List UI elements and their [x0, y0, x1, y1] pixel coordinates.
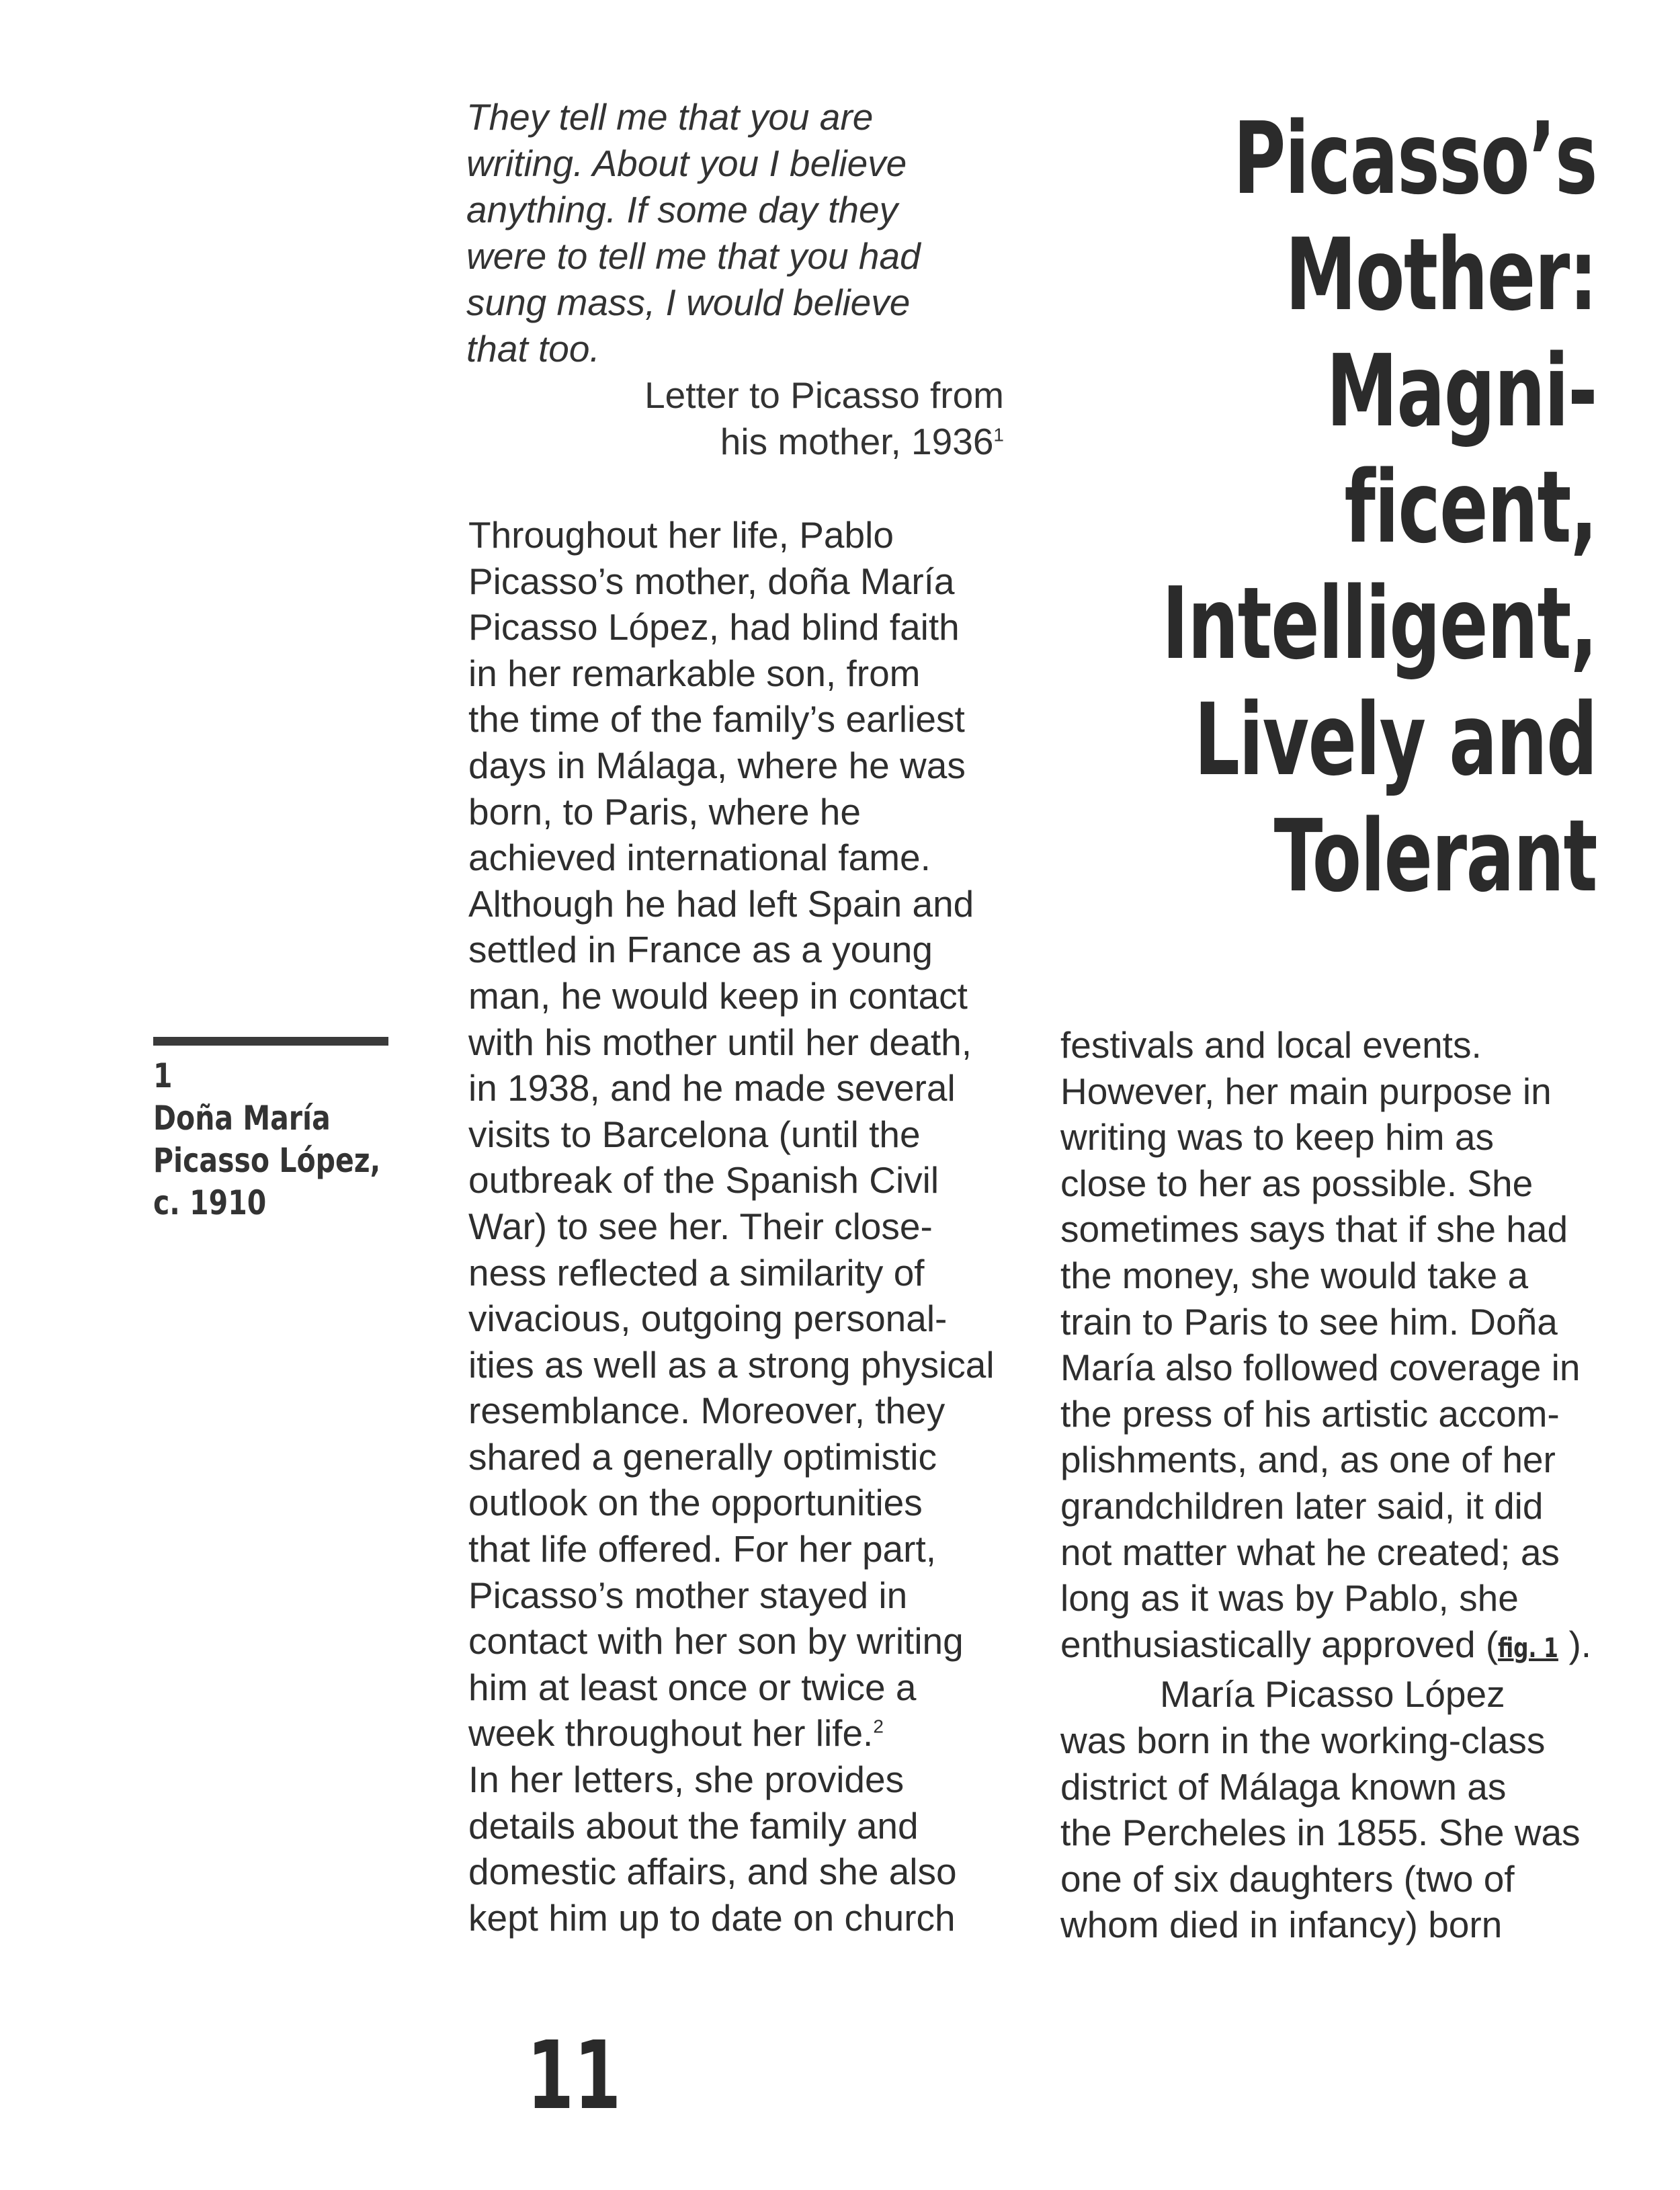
body-line: settled in France as a young: [468, 929, 933, 971]
body-line: Picasso López, had blind faith: [468, 606, 960, 648]
title-line: Intelligent,: [1162, 566, 1597, 681]
body-line: the time of the family’s earliest: [468, 698, 965, 741]
title-line: ficent,: [1344, 450, 1597, 565]
body-line: Although he had left Spain and: [468, 882, 974, 925]
body-line: whom died in infancy) born: [1060, 1904, 1503, 1946]
body-line: In her letters, she provides: [468, 1759, 905, 1801]
body-line: long as it was by Pablo, she: [1060, 1577, 1519, 1619]
body-line: festivals and local events.: [1060, 1024, 1482, 1066]
body-line: domestic affairs, and she also: [468, 1851, 957, 1893]
body-line: the press of his artistic accom-: [1060, 1392, 1560, 1435]
body-line: in 1938, and he made several: [468, 1067, 956, 1109]
figure-caption: [153, 1055, 384, 1224]
footnote-marker: 2: [873, 1716, 884, 1738]
body-line: María also followed coverage in: [1060, 1347, 1581, 1389]
body-line: born, to Paris, where he: [468, 790, 861, 833]
title-line: Tolerant: [1273, 798, 1597, 914]
body-line: ities as well as a strong physical: [468, 1343, 995, 1386]
body-line: in her remarkable son, from: [468, 652, 921, 694]
body-column-2: [1060, 1022, 1618, 1948]
epigraph-source-line: Letter to Picasso from: [644, 374, 1004, 416]
body-line: that life offered. For her part,: [468, 1528, 937, 1570]
page-number: 11: [527, 2021, 622, 2131]
body-line: [1060, 1622, 1618, 1672]
body-line: vivacious, outgoing personal-: [468, 1298, 948, 1340]
caption-number: 1: [153, 1056, 173, 1095]
caption-divider: [153, 1037, 388, 1046]
body-line: outlook on the opportunities: [468, 1482, 923, 1524]
footnote-marker: 1: [993, 424, 1004, 446]
body-text: ).: [1568, 1623, 1592, 1665]
epigraph-line: writing. About you I believe: [466, 142, 907, 184]
title-line: Magni-: [1326, 333, 1597, 449]
epigraph-line: They tell me that you are: [466, 96, 874, 138]
body-line: resemblance. Moreover, they: [468, 1390, 946, 1432]
body-line: kept him up to date on church: [468, 1896, 956, 1939]
epigraph: [466, 94, 1017, 465]
body-line: Picasso’s mother, doña María: [468, 560, 955, 602]
body-line: not matter what he created; as: [1060, 1531, 1560, 1573]
body-line: the money, she would take a: [1060, 1254, 1529, 1296]
body-line: sometimes says that if she had: [1060, 1208, 1568, 1251]
article-title: [1161, 101, 1597, 915]
body-line: ness reflected a similarity of: [468, 1251, 925, 1294]
body-line: María Picasso López: [1160, 1673, 1505, 1716]
epigraph-line: anything. If some day they: [466, 189, 898, 230]
body-line: details about the family and: [468, 1804, 919, 1847]
body-line: outbreak of the Spanish Civil: [468, 1159, 939, 1202]
epigraph-quote: [466, 94, 977, 372]
epigraph-line: were to tell me that you had: [466, 235, 921, 277]
body-line: train to Paris to see him. Doña: [1060, 1300, 1558, 1343]
epigraph-source-line: [466, 419, 1004, 465]
epigraph-source: [466, 372, 1004, 465]
body-line: However, her main purpose in: [1060, 1070, 1552, 1112]
body-text: week throughout her life.: [468, 1712, 874, 1755]
title-line: Picasso’s: [1233, 101, 1597, 216]
title-line: Lively and: [1194, 682, 1597, 798]
epigraph-line: sung mass, I would believe: [466, 282, 911, 323]
caption-line: c. 1910: [153, 1183, 267, 1222]
epigraph-line: that too.: [466, 328, 600, 370]
body-column-1: [468, 512, 1019, 1941]
body-line: Throughout her life, Pablo: [468, 514, 894, 556]
body-line: visits to Barcelona (until the: [468, 1113, 921, 1155]
caption-line: Doña María: [153, 1099, 331, 1138]
body-line: him at least once or twice a: [468, 1666, 917, 1708]
body-line: writing was to keep him as: [1060, 1116, 1494, 1159]
epigraph-source-text: his mother, 1936: [720, 421, 994, 462]
body-line: days in Málaga, where he was: [468, 744, 966, 786]
figure-reference-link[interactable]: fig. 1: [1498, 1632, 1559, 1664]
title-line: Mother:: [1285, 217, 1597, 333]
body-line: grandchildren later said, it did: [1060, 1484, 1544, 1527]
body-line: district of Málaga known as: [1060, 1765, 1507, 1808]
body-line: achieved international fame.: [468, 837, 931, 879]
body-line: close to her as possible. She: [1060, 1162, 1534, 1204]
body-line: contact with her son by writing: [468, 1620, 964, 1662]
body-line: shared a generally optimistic: [468, 1435, 937, 1478]
body-line: the Percheles in 1855. She was: [1060, 1812, 1581, 1854]
body-line: Picasso’s mother stayed in: [468, 1574, 908, 1616]
body-line: one of six daughters (two of: [1060, 1857, 1515, 1900]
body-line: man, he would keep in contact: [468, 974, 968, 1017]
body-line: plishments, and, as one of her: [1060, 1439, 1556, 1481]
body-text: enthusiastically approved (: [1060, 1623, 1499, 1665]
body-line: with his mother until her death,: [468, 1021, 972, 1063]
caption-line: Picasso López,: [153, 1141, 381, 1180]
body-line: War) to see her. Their close-: [468, 1205, 933, 1247]
body-line: [468, 1710, 1019, 1757]
body-line: was born in the working-class: [1060, 1719, 1546, 1761]
